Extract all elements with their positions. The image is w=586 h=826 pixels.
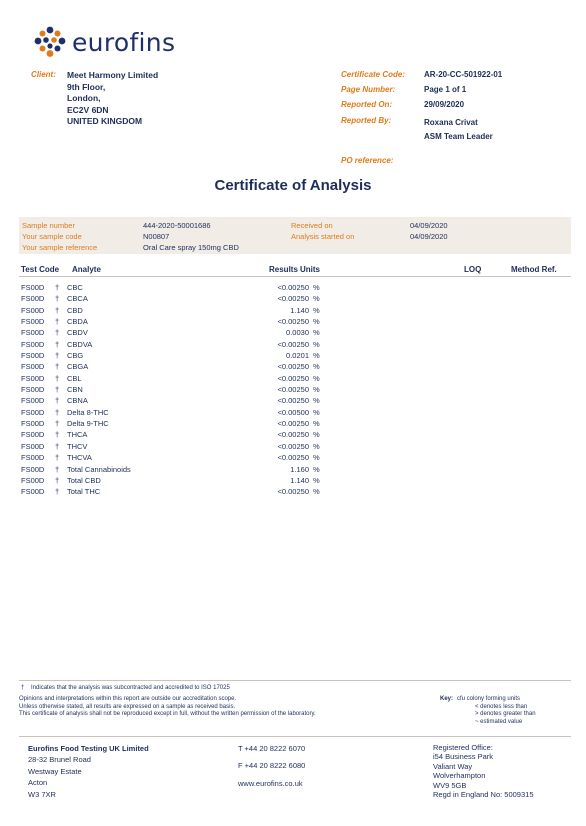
analyte-cell: CBD <box>67 305 83 315</box>
reported-on-label: Reported On: <box>341 100 393 110</box>
analyte-cell: Total Cannabinoids <box>67 464 131 474</box>
unit-cell: % <box>313 464 320 474</box>
test-code-cell: FS00D <box>21 317 45 327</box>
analyte-cell: Delta 8-THC <box>67 407 109 417</box>
test-code-cell: FS00D <box>21 419 45 429</box>
result-cell: <0.00500 <box>277 407 309 417</box>
unit-cell: % <box>313 294 320 304</box>
table-row <box>19 339 571 350</box>
result-cell: <0.00250 <box>277 317 309 327</box>
page-number-row <box>341 85 502 100</box>
subcontracted-marker: † <box>55 317 60 327</box>
page-title: Certificate of Analysis <box>214 177 372 194</box>
dagger-symbol: † <box>21 685 25 691</box>
reported-on-row <box>341 100 502 115</box>
key-item: > denotes greater than <box>475 711 536 718</box>
subcontracted-marker: † <box>55 487 60 497</box>
key-item: cfu colony forming units <box>457 696 521 702</box>
test-code-cell: FS00D <box>21 294 45 304</box>
header-test-code: Test Code <box>21 265 60 274</box>
key-item: < denotes less than <box>475 703 528 710</box>
unit-cell: % <box>313 475 320 485</box>
unit-cell: % <box>313 283 320 292</box>
unit-cell: % <box>313 419 320 429</box>
reported-by-label: Reported By: <box>341 115 392 125</box>
disclaimer-line: This certificate of analysis shall not be reproduced except in full, without the written permission of the laboratory. <box>19 711 316 718</box>
analysis-started-label: Analysis started on <box>291 232 355 241</box>
header-loq: LOQ <box>464 265 482 274</box>
table-row <box>19 486 571 497</box>
result-cell: <0.00250 <box>277 441 309 451</box>
subcontracted-marker: † <box>55 328 60 338</box>
subcontracted-marker: † <box>55 396 60 406</box>
result-cell: <0.00250 <box>277 339 309 349</box>
subcontracted-marker: † <box>55 419 60 429</box>
reported-by-row <box>341 116 502 146</box>
analyte-cell: CBL <box>67 373 82 383</box>
result-cell: 1.140 <box>290 305 309 315</box>
test-code-cell: FS00D <box>21 396 45 406</box>
disclaimer-line: Opinions and interpretations within this report are outside our accreditation scope. <box>19 696 237 702</box>
result-cell: 0.0201 <box>286 351 309 361</box>
analyte-cell: CBDVA <box>67 339 93 349</box>
analyte-cell: Delta 9-THC <box>67 419 109 429</box>
unit-cell: % <box>313 328 320 338</box>
subcontracted-marker: † <box>55 464 60 474</box>
test-code-cell: FS00D <box>21 441 45 451</box>
subcontracted-marker: † <box>55 453 60 463</box>
client-address-line: UNITED KINGDOM <box>67 116 143 127</box>
result-cell: <0.00250 <box>277 487 309 497</box>
result-cell: <0.00250 <box>277 419 309 429</box>
key-item: ~ estimated value <box>475 718 523 725</box>
disclaimer-line: Unless otherwise stated, all results are expressed on a sample as received basis. <box>19 703 236 710</box>
subcontracted-note <box>21 685 230 691</box>
your-sample-code-value: N00807 <box>143 232 170 241</box>
unit-cell: % <box>313 305 320 315</box>
subcontracted-marker: † <box>55 475 60 485</box>
disclaimer-text <box>19 696 316 719</box>
table-row <box>19 407 571 418</box>
result-cell: 0.0030 <box>286 328 309 338</box>
page-number-label: Page Number: <box>341 85 396 95</box>
analyte-cell: CBDV <box>67 328 88 338</box>
footer-contact <box>238 743 305 789</box>
header-method-ref: Method Ref. <box>511 265 557 274</box>
test-code-cell: FS00D <box>21 339 45 349</box>
unit-cell: % <box>313 407 320 417</box>
result-cell: <0.00250 <box>277 283 309 292</box>
test-code-cell: FS00D <box>21 351 45 361</box>
footer-website[interactable]: www.eurofins.co.uk <box>238 778 303 788</box>
result-cell: <0.00250 <box>277 373 309 383</box>
subcontracted-note-text: Indicates that the analysis was subcontracted and accredited to ISO 17025 <box>31 685 230 691</box>
footer-phone: T +44 20 8222 6070 <box>238 744 306 753</box>
page-number-value: Page 1 of 1 <box>424 85 467 95</box>
your-sample-reference-label: Your sample reference <box>22 243 98 252</box>
test-code-cell: FS00D <box>21 328 45 338</box>
sample-number-label: Sample number <box>22 221 75 230</box>
subcontracted-marker: † <box>55 373 60 383</box>
test-code-cell: FS00D <box>21 373 45 383</box>
unit-cell: % <box>313 396 320 406</box>
footer-company-name: Eurofins Food Testing UK Limited <box>28 744 149 753</box>
your-sample-code-label: Your sample code <box>22 232 82 241</box>
reported-on-value: 29/09/2020 <box>424 100 465 110</box>
footer-address-line: Acton <box>28 778 48 788</box>
table-row <box>19 464 571 475</box>
subcontracted-marker: † <box>55 294 60 304</box>
header-analyte: Analyte <box>72 265 101 274</box>
certificate-meta <box>341 70 502 146</box>
table-row <box>19 361 571 372</box>
results-table-body <box>19 282 571 498</box>
test-code-cell: FS00D <box>21 464 45 474</box>
received-on-label: Received on <box>291 221 333 230</box>
analyte-cell: CBNA <box>67 396 88 406</box>
unit-cell: % <box>313 385 320 395</box>
table-row <box>19 350 571 361</box>
key-label: Key: <box>440 696 454 702</box>
sample-info-box <box>19 217 571 254</box>
registered-office-line: WV9 5GB <box>433 780 467 790</box>
unit-cell: % <box>313 339 320 349</box>
table-row <box>19 293 571 304</box>
result-cell: 1.160 <box>290 464 309 474</box>
client-label: Client: <box>31 70 56 79</box>
eurofins-logo-icon <box>33 26 67 58</box>
analyte-cell: THCVA <box>67 453 92 463</box>
table-row <box>19 282 571 293</box>
result-cell: <0.00250 <box>277 396 309 406</box>
unit-cell: % <box>313 362 320 372</box>
footer-address-line: W3 7XR <box>28 789 56 799</box>
subcontracted-marker: † <box>55 407 60 417</box>
subcontracted-marker: † <box>55 430 60 440</box>
test-code-cell: FS00D <box>21 283 45 292</box>
test-code-cell: FS00D <box>21 430 45 440</box>
eurofins-wordmark: eurofins <box>72 27 176 57</box>
analysis-started-value: 04/09/2020 <box>410 232 448 241</box>
unit-cell: % <box>313 351 320 361</box>
client-address-line: London, <box>67 93 101 104</box>
reported-by-value <box>424 116 493 144</box>
unit-cell: % <box>313 373 320 383</box>
test-code-cell: FS00D <box>21 362 45 372</box>
unit-cell: % <box>313 430 320 440</box>
header-units: Units <box>300 265 320 274</box>
analyte-cell: Total THC <box>67 487 101 497</box>
table-row <box>19 384 571 395</box>
table-row <box>19 327 571 338</box>
test-code-cell: FS00D <box>21 305 45 315</box>
analyte-cell: CBN <box>67 385 83 395</box>
table-row <box>19 429 571 440</box>
analyte-cell: CBC <box>67 283 83 292</box>
certificate-code-label: Certificate Code: <box>341 70 406 79</box>
analyte-cell: CBG <box>67 351 84 361</box>
registered-office-line: Regd in England No: 5009315 <box>433 790 534 800</box>
footer-address-line: 28-32 Brunel Road <box>28 755 91 765</box>
subcontracted-marker: † <box>55 283 60 292</box>
result-cell: <0.00250 <box>277 430 309 440</box>
analyte-cell: CBCA <box>67 294 88 304</box>
unit-cell: % <box>313 317 320 327</box>
result-cell: <0.00250 <box>277 294 309 304</box>
result-cell: <0.00250 <box>277 453 309 463</box>
footer-address-line: Westway Estate <box>28 766 82 776</box>
eurofins-logo <box>33 24 175 60</box>
client-address-line: EC2V 6DN <box>67 104 109 115</box>
test-code-cell: FS00D <box>21 487 45 497</box>
unit-cell: % <box>313 441 320 451</box>
registered-office-line: Wolverhampton <box>433 771 486 781</box>
registered-office-line: Registered Office: <box>433 743 493 752</box>
result-cell: 1.140 <box>290 475 309 485</box>
table-row <box>19 441 571 452</box>
reported-by-name: Roxana Crivat <box>424 117 478 127</box>
reported-by-role: ASM Team Leader <box>424 131 493 141</box>
subcontracted-marker: † <box>55 305 60 315</box>
analyte-cell: THCA <box>67 430 88 440</box>
notes-divider <box>19 680 571 681</box>
table-row <box>19 395 571 406</box>
table-row <box>19 316 571 327</box>
result-cell: <0.00250 <box>277 362 309 372</box>
subcontracted-marker: † <box>55 351 60 361</box>
unit-cell: % <box>313 453 320 463</box>
client-name: Meet Harmony Limited <box>67 70 159 80</box>
your-sample-reference-value: Oral Care spray 150mg CBD <box>143 243 239 252</box>
result-cell: <0.00250 <box>277 385 309 395</box>
table-row <box>19 452 571 463</box>
test-code-cell: FS00D <box>21 453 45 463</box>
table-row <box>19 373 571 384</box>
analyte-cell: CBDA <box>67 317 88 327</box>
subcontracted-marker: † <box>55 362 60 372</box>
footer-company-address <box>28 743 149 800</box>
results-table-header <box>19 261 571 277</box>
analyte-cell: Total CBD <box>67 475 101 485</box>
test-code-cell: FS00D <box>21 475 45 485</box>
subcontracted-marker: † <box>55 441 60 451</box>
footer-fax: F +44 20 8222 6080 <box>238 761 306 771</box>
test-code-cell: FS00D <box>21 385 45 395</box>
table-row <box>19 418 571 429</box>
registered-office-line: i54 Business Park <box>433 752 494 762</box>
analyte-cell: CBGA <box>67 362 89 372</box>
test-code-cell: FS00D <box>21 407 45 417</box>
certificate-code-value: AR-20-CC-501922-01 <box>424 70 503 79</box>
header-results: Results <box>269 265 298 274</box>
unit-cell: % <box>313 487 320 497</box>
certificate-code-row <box>341 70 502 85</box>
table-row <box>19 475 571 486</box>
client-address-line: 9th Floor, <box>67 81 106 92</box>
received-on-value: 04/09/2020 <box>410 221 448 230</box>
sample-number-value: 444-2020-50001686 <box>143 221 211 230</box>
table-row <box>19 305 571 316</box>
po-reference-label: PO reference: <box>341 156 394 165</box>
subcontracted-marker: † <box>55 385 60 395</box>
footer-registered-office <box>433 743 534 799</box>
subcontracted-marker: † <box>55 339 60 349</box>
analyte-cell: THCV <box>67 441 88 451</box>
client-address <box>67 70 158 128</box>
registered-office-line: Valiant Way <box>433 761 473 771</box>
key-items <box>457 696 567 726</box>
footer-divider <box>19 736 571 737</box>
